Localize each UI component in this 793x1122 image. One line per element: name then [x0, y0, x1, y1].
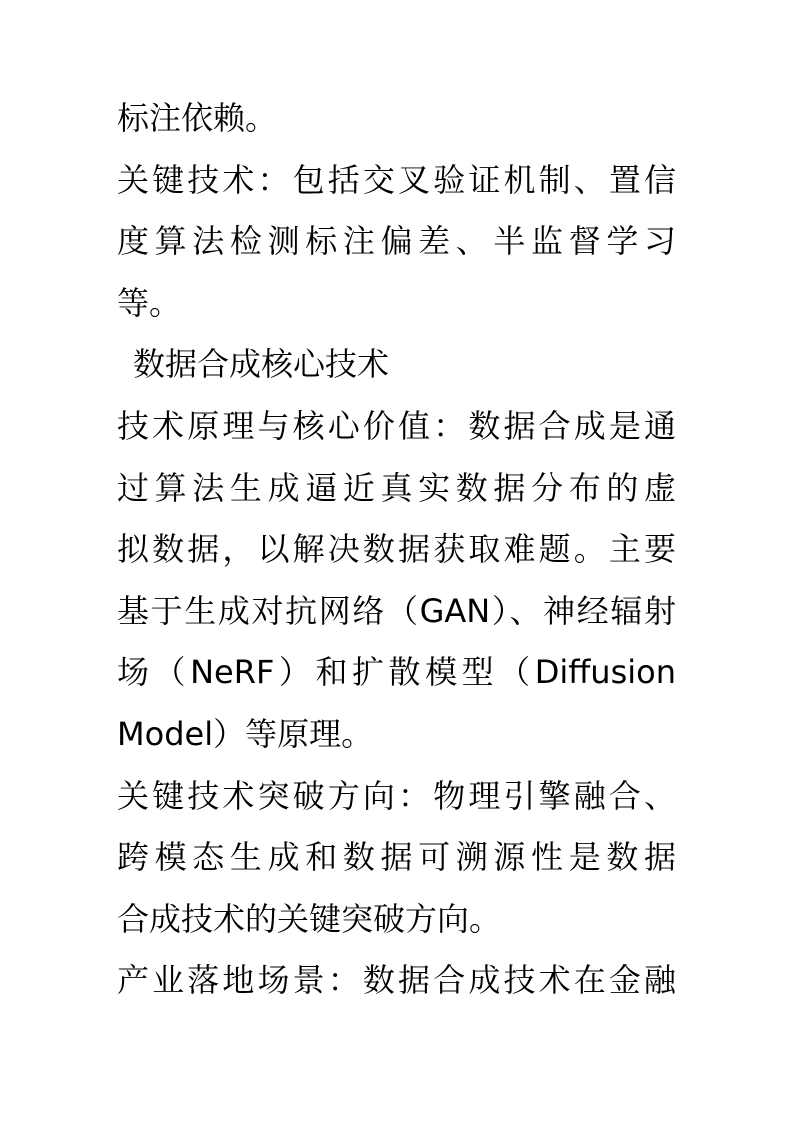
document-line: 关键技术突破方向：物理引擎融合、 [117, 776, 676, 815]
document-line: 等。 [117, 283, 182, 322]
document-heading-line: 数据合成核心技术 [133, 345, 390, 384]
document-line: 场（NeRF）和扩散模型（Diffusion [117, 653, 676, 692]
document-line: 拟数据，以解决数据获取难题。主要 [117, 530, 676, 569]
document-line: Model）等原理。 [117, 714, 374, 753]
document-line: 基于生成对抗网络（GAN）、神经辐射 [117, 591, 676, 630]
document-line: 度算法检测标注偏差、半监督学习 [117, 222, 676, 261]
document-line: 产业落地场景：数据合成技术在金融 [117, 961, 676, 1000]
document-line: 过算法生成逼近真实数据分布的虚 [117, 468, 676, 507]
document-line: 关键技术：包括交叉验证机制、置信 [117, 160, 676, 199]
document-line: 合成技术的关键突破方向。 [117, 899, 502, 938]
document-text-block [117, 88, 676, 1012]
document-line: 技术原理与核心价值：数据合成是通 [117, 406, 676, 445]
document-line: 跨模态生成和数据可溯源性是数据 [117, 838, 676, 877]
document-line: 标注依赖。 [117, 99, 278, 137]
